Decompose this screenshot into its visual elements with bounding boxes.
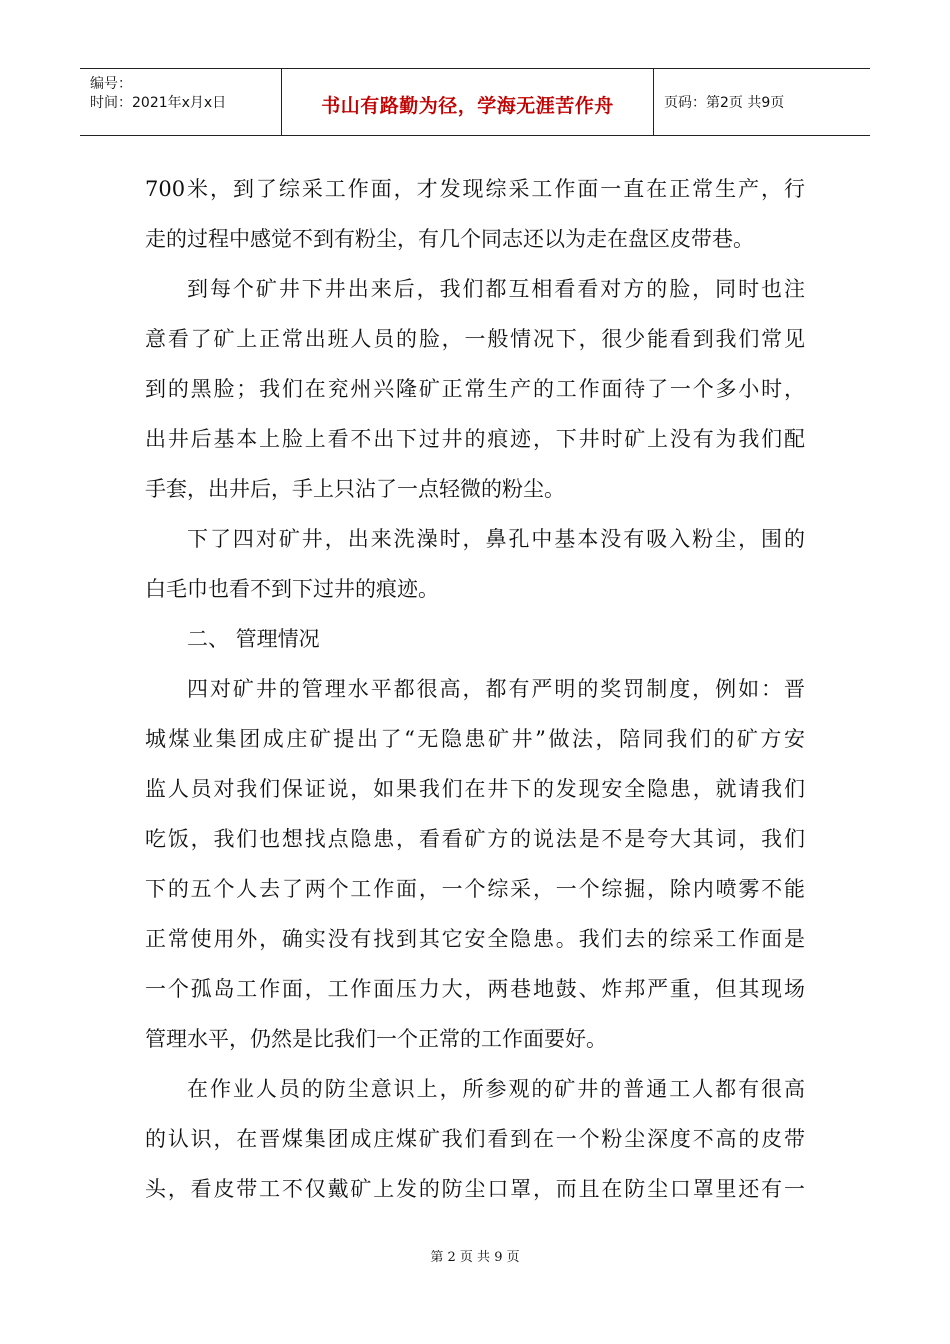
text-line: 在作业人员的防尘意识上，所参观的矿井的普通工人都有很高 (187, 1077, 805, 1101)
text-line: 一个孤岛工作面，工作面压力大，两巷地鼓、炸邦严重，但其现场 (145, 977, 805, 1001)
text-line: 到每个矿井下井出来后，我们都互相看看对方的脸，同时也注 (187, 277, 805, 301)
page-header (80, 68, 870, 136)
text-line: 四对矿井的管理水平都很高，都有严明的奖罚制度，例如：晋 (187, 677, 805, 701)
document-body (145, 164, 805, 1214)
text-line: 正常使用外，确实没有找到其它安全隐患。我们去的综采工作面是 (145, 927, 805, 951)
text-line: 下了四对矿井，出来洗澡时，鼻孔中基本没有吸入粉尘，围的 (187, 527, 805, 551)
header-meta (80, 69, 282, 135)
text-line: 的认识，在晋煤集团成庄煤矿我们看到在一个粉尘深度不高的皮带 (145, 1127, 805, 1151)
text-line: 走的过程中感觉不到有粉尘，有几个同志还以为走在盘区皮带巷。 (145, 227, 754, 251)
text-line: 下的五个人去了两个工作面，一个综采，一个综掘，除内喷雾不能 (145, 877, 805, 901)
header-page-info: 页码：第2页 共9页 (664, 95, 785, 111)
text-line: 意看了矿上正常出班人员的脸，一般情况下，很少能看到我们常见 (145, 327, 805, 351)
text-line: 管理水平，仍然是比我们一个正常的工作面要好。 (145, 1027, 607, 1051)
time-label: 时间：2021年x月x日 (90, 95, 227, 111)
text-line: 监人员对我们保证说，如果我们在井下的发现安全隐患，就请我们 (145, 777, 805, 801)
page-footer: 第 2 页 共 9 页 (430, 1250, 520, 1265)
text-line: 白毛巾也看不到下过井的痕迹。 (145, 577, 439, 601)
text-line: 头，看皮带工不仅戴矿上发的防尘口罩，而且在防尘口罩里还有一 (145, 1177, 805, 1201)
text-line: 吃饭，我们也想找点隐患，看看矿方的说法是不是夸大其词，我们 (145, 827, 805, 851)
text-line: 到的黑脸；我们在兖州兴隆矿正常生产的工作面待了一个多小时， (145, 377, 805, 401)
header-motto: 书山有路勤为径，学海无涯苦作舟 (282, 69, 654, 135)
number-label: 编号： (90, 76, 132, 92)
text-line: 手套，出井后，手上只沾了一点轻微的粉尘。 (145, 477, 565, 501)
text-line: 700米，到了综采工作面，才发现综采工作面一直在正常生产，行 (145, 177, 805, 201)
text-line: 出井后基本上脸上看不出下过井的痕迹，下井时矿上没有为我们配 (145, 427, 805, 451)
text-line: 城煤业集团成庄矿提出了“无隐患矿井”做法，陪同我们的矿方安 (145, 727, 805, 751)
section-heading: 二、 管理情况 (187, 627, 320, 651)
